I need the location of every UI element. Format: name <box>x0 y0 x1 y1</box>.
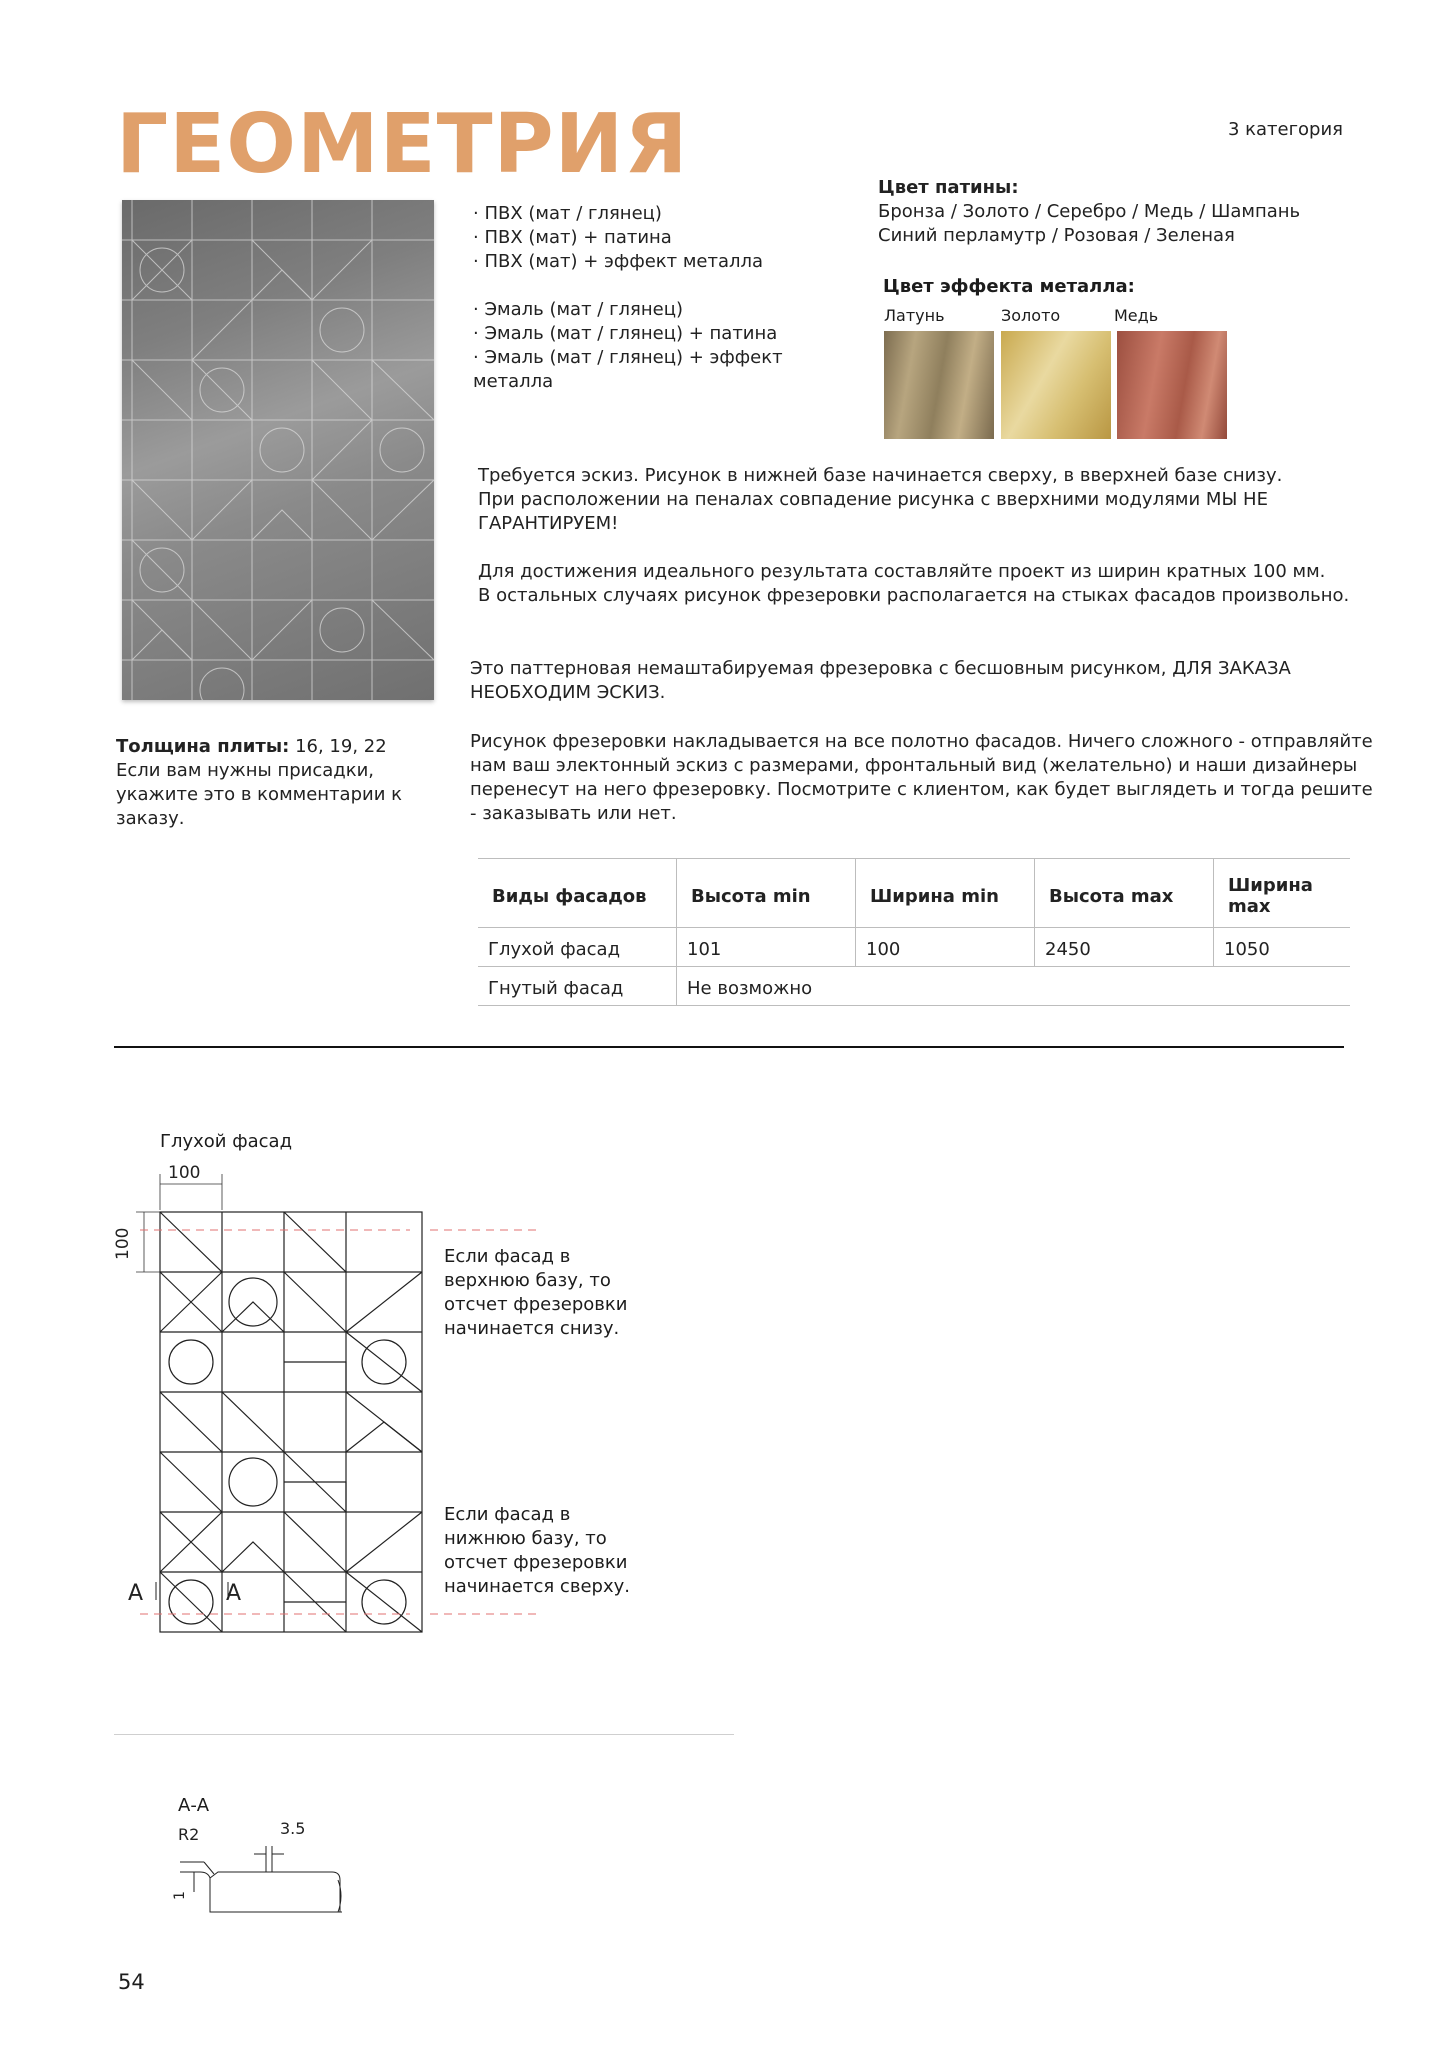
text-line: НЕОБХОДИМ ЭСКИЗ. <box>470 682 666 703</box>
note-upper-base <box>444 1245 627 1341</box>
text-line: В остальных случаях рисунок фрезеровки располагается на стыках фасадов произвольно. <box>478 585 1350 606</box>
materials-list <box>473 202 783 394</box>
text-line: заказу. <box>116 808 185 829</box>
table-cell: 100 <box>856 928 1035 967</box>
table-row <box>478 928 1350 967</box>
swatch-label-gold: Золото <box>1001 306 1061 325</box>
page-title: ГЕОМЕТРИЯ <box>116 97 689 192</box>
text-line: нам ваш электонный эскиз с размерами, фронтальный вид (желательно) и наши дизайнеры <box>470 755 1358 776</box>
list-item: · ПВХ (мат) + эффект металла <box>473 251 764 272</box>
column-header: Виды фасадов <box>478 859 677 928</box>
text-line: Требуется эскиз. Рисунок в нижней базе начинается сверху, в вверхней базе снизу. <box>478 465 1283 486</box>
note-lower-base <box>444 1503 630 1599</box>
patina-block <box>878 176 1300 248</box>
table-cell: Глухой фасад <box>478 928 677 967</box>
list-item: · Эмаль (мат / глянец) <box>473 299 683 320</box>
table-cell: 2450 <box>1035 928 1214 967</box>
dimension-height-label: 100 <box>113 1227 133 1260</box>
list-item <box>473 274 783 298</box>
text-line: укажите это в комментарии к <box>116 784 402 805</box>
column-header: Высота max <box>1035 859 1214 928</box>
section-mark-left: A <box>128 1581 144 1606</box>
facade-sample-image <box>122 200 434 700</box>
dimension-width-label: 100 <box>168 1163 201 1183</box>
metal-effect-heading: Цвет эффекта металла: <box>883 276 1135 297</box>
text-line: верхнюю базу, то <box>444 1270 611 1291</box>
text-line: ГАРАНТИРУЕМ! <box>478 513 619 534</box>
geometry-pattern-image <box>122 200 434 700</box>
text-line: отсчет фрезеровки <box>444 1552 628 1573</box>
diagram-title: Глухой фасад <box>160 1131 293 1152</box>
swatch-gold <box>1001 331 1111 439</box>
list-item: металла <box>473 371 554 392</box>
text-line: - заказывать или нет. <box>470 803 677 824</box>
section-mark-right: A <box>226 1581 242 1606</box>
table-cell: Гнутый фасад <box>478 967 677 1006</box>
column-header: Ширина min <box>856 859 1035 928</box>
width-label: 3.5 <box>280 1820 306 1838</box>
text-line: начинается сверху. <box>444 1576 630 1597</box>
page-number: 54 <box>118 1970 145 1994</box>
list-item: · Эмаль (мат / глянец) + эффект <box>473 347 783 368</box>
category-label: 3 категория <box>1227 119 1343 140</box>
depth-label: 1 <box>172 1891 188 1900</box>
dimensions-table <box>478 858 1350 1006</box>
text-line: Если вам нужны присадки, <box>116 760 375 781</box>
edge-profile-diagram <box>170 1820 370 1920</box>
column-header: Высота min <box>677 859 856 928</box>
patina-line: Бронза / Золото / Серебро / Медь / Шампань <box>878 201 1301 222</box>
text-line: Рисунок фрезеровки накладывается на все полотно фасадов. Ничего сложного - отправляйте <box>470 731 1373 752</box>
text-line: Если фасад в <box>444 1504 571 1525</box>
thickness-block <box>116 735 402 831</box>
section-title: А-А <box>178 1795 210 1816</box>
list-item: · Эмаль (мат / глянец) + патина <box>473 323 778 344</box>
text-line: Это паттерновая немаштабируемая фрезеровка с бесшовным рисунком, ДЛЯ ЗАКАЗА <box>470 658 1291 679</box>
list-item: · ПВХ (мат / глянец) <box>473 203 662 224</box>
text-line: Если фасад в <box>444 1246 571 1267</box>
section-divider <box>114 1046 1344 1048</box>
swatch-label-copper: Медь <box>1114 306 1159 325</box>
pattern-note <box>470 657 1291 705</box>
radius-label: R2 <box>178 1825 200 1844</box>
swatch-copper <box>1117 331 1227 439</box>
swatch-brass <box>884 331 994 439</box>
text-line: При расположении на пеналах совпадение рисунка с вверхними модулями МЫ НЕ <box>478 489 1268 510</box>
list-item: · ПВХ (мат) + патина <box>473 227 672 248</box>
column-header: Ширина max <box>1214 859 1351 928</box>
text-line: перенесут на него фрезеровку. Посмотрите с клиентом, как будет выглядеть и тогда решите <box>470 779 1373 800</box>
table-cell: Не возможно <box>677 967 1351 1006</box>
patina-heading: Цвет патины: <box>878 177 1019 198</box>
text-line: начинается снизу. <box>444 1318 620 1339</box>
patina-line: Синий перламутр / Розовая / Зеленая <box>878 225 1235 246</box>
thickness-label: Толщина плиты: <box>116 736 290 757</box>
description-text <box>470 730 1373 826</box>
thickness-value: 16, 19, 22 <box>295 736 387 757</box>
text-line: отсчет фрезеровки <box>444 1294 628 1315</box>
requirements-text <box>478 464 1349 608</box>
section-divider-thin <box>114 1734 734 1735</box>
text-line: нижнюю базу, то <box>444 1528 607 1549</box>
text-line: Для достижения идеального результата составляйте проект из ширин кратных 100 мм. <box>478 561 1326 582</box>
table-header-row <box>478 859 1350 928</box>
table-row <box>478 967 1350 1006</box>
swatch-label-brass: Латунь <box>884 306 945 325</box>
table-cell: 1050 <box>1214 928 1351 967</box>
table-cell: 101 <box>677 928 856 967</box>
